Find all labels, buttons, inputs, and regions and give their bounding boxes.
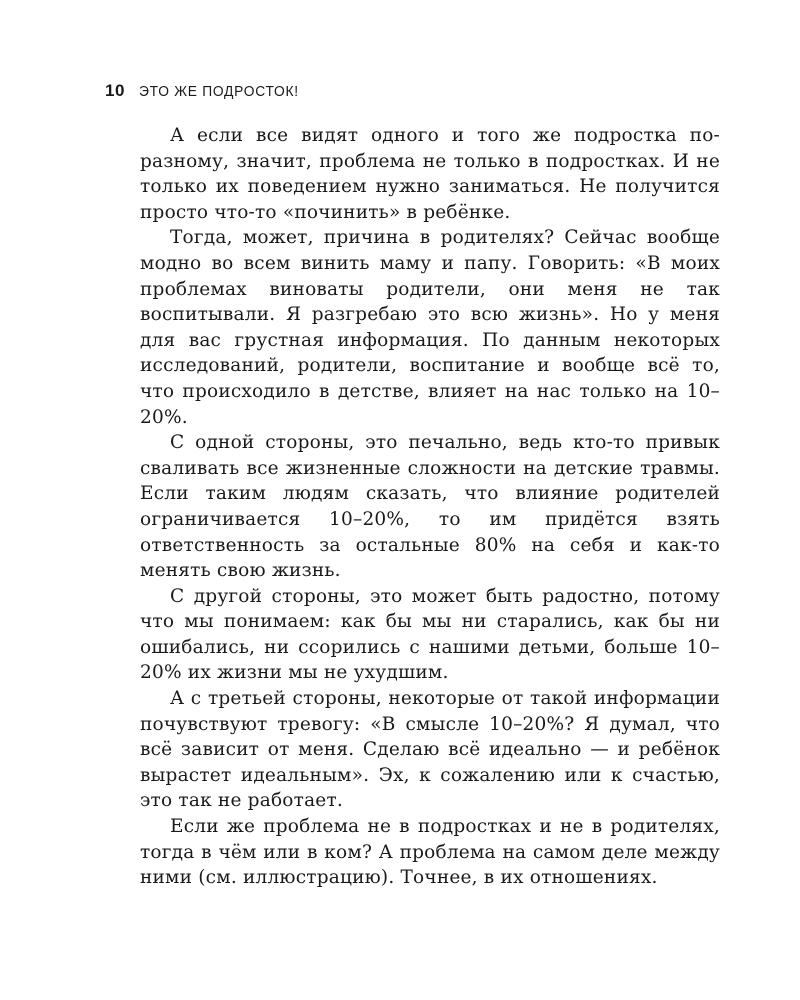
paragraph-2: Тогда, может, причина в родителях? Сейчас вообще модно во всем винить маму и папу. Говорить: «В моих проблемах виноваты родители, они меня не так воспитывали. Я разгребаю это всю жизнь». Но у меня для вас грустная информация. По данным некоторых исследований, родители, воспитание и вообще всё то, что происходило в детстве, влияет на нас только на 10–20%.: [140, 227, 720, 428]
paragraph-6: Если же проблема не в подростках и не в родителях, тогда в чём или в ком? А проблема на самом деле между ними (см. иллюстрацию). Точнее, в их отношениях.: [140, 816, 720, 889]
running-head: [105, 80, 313, 102]
paragraph-5: А с третьей стороны, некоторые от такой информации почувствуют тревогу: «В смысле 10–20%? Я думал, что всё зависит от меня. Сделаю всё идеально — и ребёнок вырастет идеальным». Эх, к сожалению или к счастью, это так не работает.: [140, 688, 720, 812]
book-title: ЭТО ЖЕ ПОДРОСТОК!: [138, 82, 299, 100]
paragraph-3: С одной стороны, это печально, ведь кто-то привык сваливать все жизненные сложности на детские травмы. Если таким людям сказать, что влияние родителей ограничивается 10–20%, то им придётся взять ответственность за остальные 80% на себя и как-то менять свою жизнь.: [140, 432, 720, 582]
paragraph-1: А если все видят одного и того же подростка по-разному, значит, проблема не только в подростках. И не только их поведением нужно заниматься. Не получится просто что-то «починить» в ребёнке.: [140, 125, 720, 223]
text-body: [140, 123, 720, 891]
paragraph-4: С другой стороны, это может быть радостно, потому что мы понимаем: как бы мы ни старались, как бы ни ошибались, ни ссорились с нашими детьми, больше 10–20% их жизни мы не ухудшим.: [140, 585, 720, 684]
page-number: 10: [105, 81, 125, 100]
